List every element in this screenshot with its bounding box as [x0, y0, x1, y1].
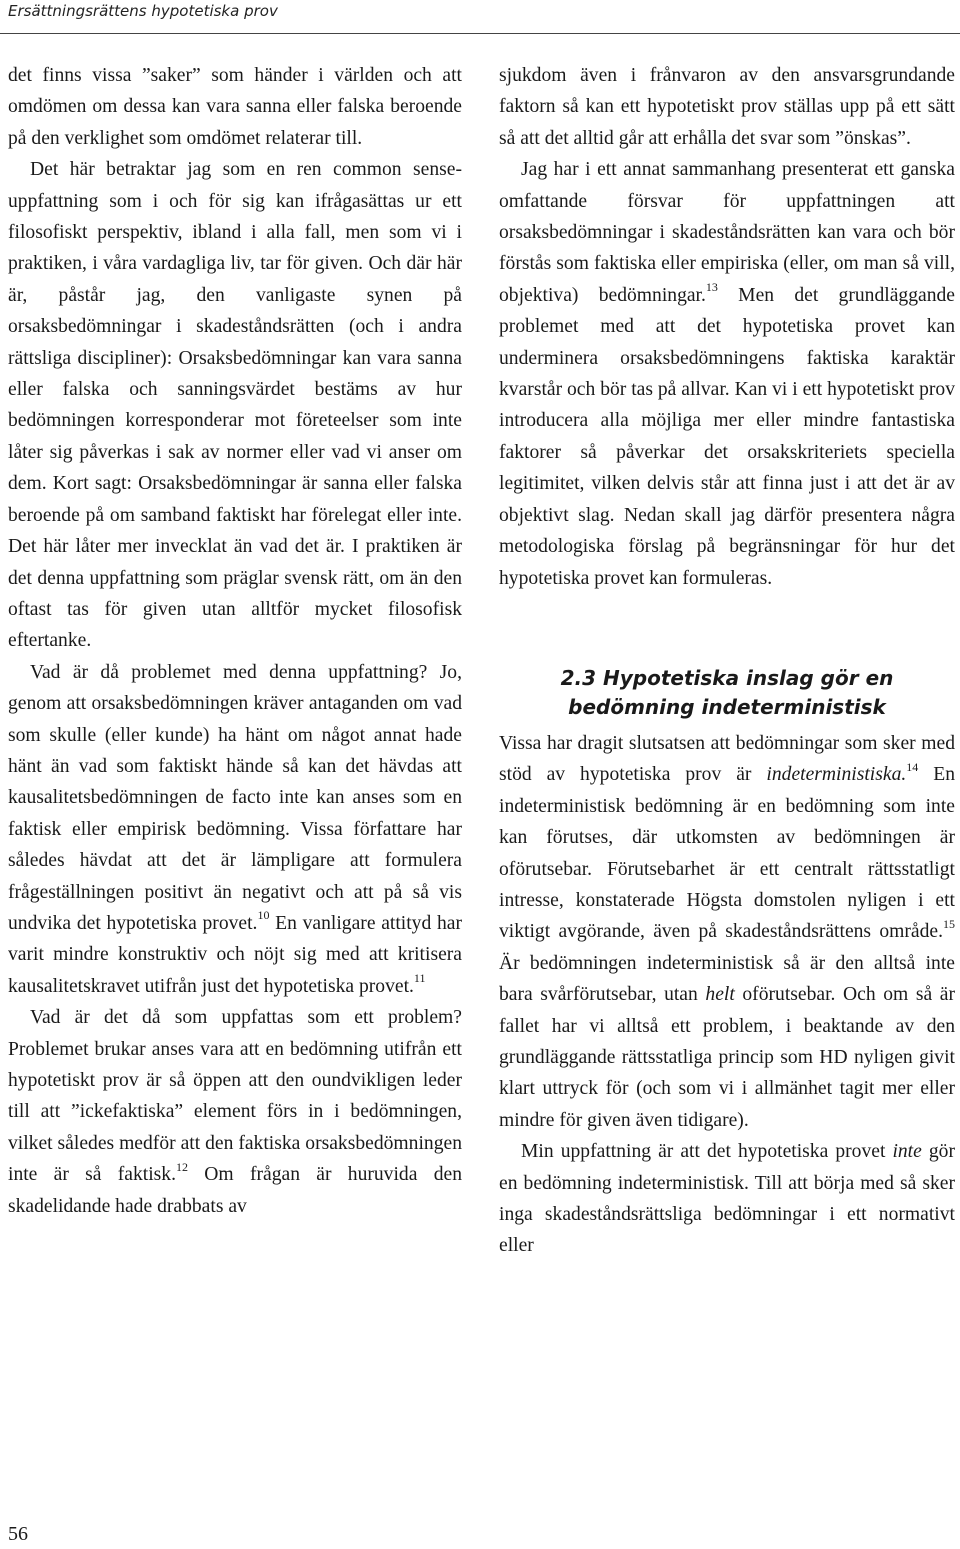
footnote-ref[interactable]: 14: [906, 759, 919, 774]
section-heading-line: 2.3 Hypotetiska inslag gör en: [560, 665, 894, 690]
header-divider: [0, 33, 960, 34]
paragraph-text: Men det grundläggande problemet med att det hypotetiska provet kan underminera orsaksbedömningens faktiska karaktär kvarstår och bör tas på allvar. Kan vi i ett hypotetiskt prov introducera alla möjliga mer eller mindre fantastiska faktorer så påverkar det orsakskriteriets speciella legitimitet, vilken delvis står att finna just i att det är av objektivt slag. Nedan skall jag därför presentera några metodologiska förslag på begränsningar för hur det hypotetiska provet kan formuleras.: [499, 284, 955, 589]
running-header: Ersättningsrättens hypotetiska prov: [8, 2, 278, 20]
footnote-ref[interactable]: 15: [943, 916, 955, 931]
paragraph-text: En indeterministisk bedömning är en bedömning som inte kan förutses, där utkomsten av bedömningen är oförutsebar. Förutsebarhet är ett centralt rättsstatligt intresse, konstaterade Högsta domstolen nyligen i ett viktigt avgörande, även på skadeståndsrättens område.: [499, 764, 955, 943]
footnote-ref[interactable]: 12: [176, 1159, 188, 1174]
paragraph-text: Om frågan är huruvida den skadelidande hade drabbats av: [8, 1164, 462, 1217]
paragraph-text: gör en bedömning indeterministisk. Till att börja med så sker inga skadeståndsrättsliga bedömningar i ett normativt eller: [499, 1141, 955, 1257]
paragraph: sjukdom även i frånvaron av den ansvarsgrundande faktorn så kan ett hypotetiskt prov ställas upp på ett sätt så att det alltid går att erhålla det svar som ”önskas”.: [499, 65, 955, 149]
section-heading: [499, 664, 955, 722]
paragraph: Det här betraktar jag som en ren common sense-uppfattning som i och för sig kan ifrågasättas ur ett filosofiskt perspektiv, ibland i alla fall, men som vi i praktiken, i våra vardagliga liv, tar för given. Och där här är, påstår jag, den vanligaste synen på orsaksbedömningar i skadeståndsrätten (och i andra rättsliga discipliner): Orsaksbedömningar kan vara sanna eller falska och sanningsvärdet bestäms av hur bedömningen korresponderar mot företeelser som inte låter sig påverkas i sak av normer eller vad vi anser om dem. Kort sagt: Orsaksbedömningar är sanna eller falska beroende på om samband faktiskt har förelegat eller inte. Det här låter mer invecklat än vad det är. I praktiken är det denna uppfattning som präglar svensk rätt, om än den oftast tas för given utan alltför mycket filosofisk eftertanke.: [8, 159, 462, 652]
paragraph-text: oförutsebar. Och om så är fallet har vi alltså ett problem, i beaktande av den grundläggande rättsstatliga princip som HD nyligen givit klart uttryck för (och som vi i allmänhet tagit mer eller mindre för given även tidigare).: [499, 984, 955, 1131]
paragraph-text: Är bedömningen indeterministisk så är den alltså inte bara svårförutsebar, utan: [499, 952, 955, 1006]
paragraph: [8, 657, 462, 1002]
footnote-ref[interactable]: 10: [257, 908, 270, 923]
footnote-ref[interactable]: 11: [413, 971, 426, 986]
paragraph-text: Vissa har dragit slutsatsen att bedömningar som sker med stöd av hypotetiska prov är: [499, 732, 955, 786]
emphasis: inte: [892, 1141, 922, 1163]
right-column: [499, 60, 955, 1262]
paragraph: [499, 154, 955, 594]
paragraph-text: En vanligare attityd har varit mindre konstruktiv och nöjt sig med att kritisera kausalitetskravet utifrån just det hypotetiska provet.: [8, 912, 462, 997]
paragraph: [499, 1136, 955, 1262]
page-number: 56: [8, 1523, 28, 1545]
paragraph-text: Jag har i ett annat sammanhang presenterat ett ganska omfattande försvar för uppfattningen att orsaksbedömningar i skadeståndsrätten kan vara och bör förstås som faktiska eller empiriska (eller, om man så vill, objektiva) bedömningar.: [499, 159, 955, 306]
emphasis: helt: [705, 984, 735, 1006]
section-heading-line: bedömning indeterministisk: [568, 694, 886, 719]
paragraph-text: Vad är det då som uppfattas som ett problem? Problemet brukar anses vara att en bedömning utifrån ett hypotetiskt prov är så öppen att den oundvikligen leder till att ”ickefaktiska” element förs in i bedömningen, vilket således medför att den faktiska orsaksbedömningen inte är så faktisk.: [8, 1007, 462, 1186]
left-column: [8, 60, 462, 1222]
paragraph: [8, 1002, 462, 1222]
paragraph-text: Min uppfattning är att det hypotetiska provet: [521, 1141, 893, 1163]
emphasis: indeterministiska.: [766, 764, 907, 786]
paragraph: det finns vissa ”saker” som händer i världen och att omdömen om dessa kan vara sanna eller falska beroende på den verklighet som omdömet relaterar till.: [8, 65, 462, 149]
footnote-ref[interactable]: 13: [705, 280, 718, 295]
paragraph-text: Vad är då problemet med denna uppfattning? Jo, genom att orsaksbedömningen kräver antaganden om vad som skulle (eller kunde) ha hänt om något annat hade hänt än vad som faktiskt hände så kan det hävdas att kausalitetsbedömningen de facto inte kan anses som en faktisk eller empirisk bedömning. Vissa författare har således hävdat att det är lämpligare att formulera frågeställningen positivt än negativt och att på så vis undvika det hypotetiska provet.: [8, 661, 462, 934]
paragraph: [499, 728, 955, 1136]
